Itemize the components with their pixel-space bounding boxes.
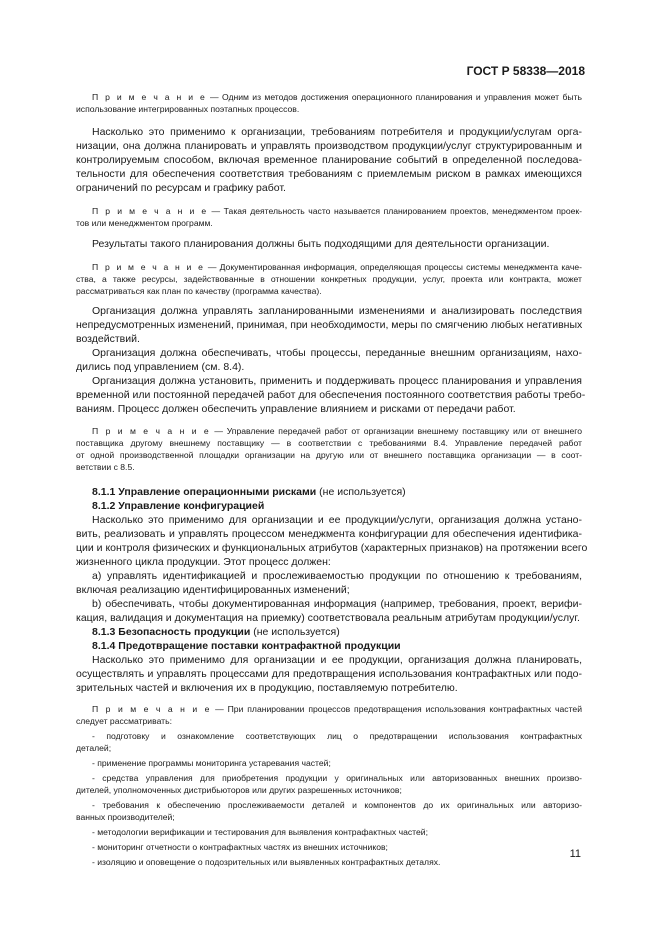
note-label: П р и м е ч а н и е: [92, 206, 209, 216]
note-line: поставщика другому внешнему поставщику — в соответствии с требованиями 8.4. Управление передачей работ: [76, 438, 582, 448]
text-line: низации, она должна планировать и управлять производством продукции/услуг структурированным и: [76, 140, 582, 152]
note-line: следует рассматривать:: [76, 716, 172, 726]
note-list-item: деталей;: [76, 743, 112, 753]
note-list-item: - применение программы мониторинга устаревания частей;: [92, 758, 331, 768]
note-list-item: - подготовку и ознакомление соответствующих лиц о предотвращении использования контрафактных: [92, 731, 582, 741]
note-line: П р и м е ч а н и е — Одним из методов достижения операционного планирования и управления может быть: [92, 92, 582, 102]
note-list-item: - изоляцию и оповещение о подозрительных или выявленных контрафактных деталях.: [92, 857, 441, 867]
text-line: Организация должна обеспечивать, чтобы процессы, переданные внешним организациям, нахо-: [92, 347, 582, 359]
text-line: осуществлять и управлять процессами для предотвращения использования контрафактных или подо-: [76, 668, 582, 680]
text-line: контролируемым способом, включая временное планирование событий в определенной последова-: [76, 154, 582, 166]
note-list-item: дителей, уполномоченных дистрибьюторов или других разрешенных источников;: [76, 785, 402, 795]
note-list-item: ванных производителей;: [76, 812, 175, 822]
list-item: a) управлять идентификацией и прослеживаемостью продукции по отношению к требованиям,: [92, 570, 582, 582]
text-line: ции и контроля физических и функциональных атрибутов (характерных признаков) на протяжении всего: [76, 542, 588, 554]
note-line: П р и м е ч а н и е — При планировании процессов предотвращения использования контрафактных частей: [92, 704, 582, 714]
note-line: рассматриваться как план по качеству (программа качества).: [76, 286, 322, 296]
text-line: Насколько это применимо для организации и ее продукции, организация должна планировать,: [92, 654, 582, 666]
text-line: зрительных частей и включения их в продукцию, поставляемую потребителю.: [76, 682, 458, 694]
note-line: от одной производственной площадки организации на другую или от внешнего поставщика организации — в соот-: [76, 450, 582, 460]
note-list-item: - требования к обеспечению прослеживаемости деталей и компонентов до их оригинальных или авторизо-: [92, 800, 582, 810]
note-line: ства, а также ресурсы, задействованные в отношении конкретных продукции, услуг, проекта или контракта, может: [76, 274, 582, 284]
standard-header: ГОСТ Р 58338—2018: [466, 64, 585, 78]
page-number: 11: [569, 848, 581, 860]
note-label: П р и м е ч а н и е: [92, 92, 207, 102]
note-line: П р и м е ч а н и е — Такая деятельность часто называется планированием проектов, менеджментом проек-: [92, 206, 582, 216]
list-item: кация, валидация и документация на приемку) соответствовала реальным атрибутам продукции/услуг.: [76, 612, 580, 624]
text-line: жизненного цикла продукции. Этот процесс должен:: [76, 556, 331, 568]
note-line: П р и м е ч а н и е — Документированная информация, определяющая процессы системы менеджмента каче-: [92, 262, 582, 272]
text-line: Организация должна установить, применить и поддерживать процесс планирования и управления: [92, 375, 582, 387]
section-heading: 8.1.2 Управление конфигурацией: [92, 500, 265, 512]
text-line: ограничений по ресурсам и графику работ.: [76, 182, 286, 194]
text-line: воздействий.: [76, 333, 140, 345]
section-heading: 8.1.1 Управление операционными рисками (не используется): [92, 486, 406, 498]
note-line: тов или менеджментом программ.: [76, 218, 213, 228]
text-line: Результаты такого планирования должны быть подходящими для деятельности организации.: [92, 238, 550, 250]
note-line: П р и м е ч а н и е — Управление передачей работ от организации внешнему поставщику или от внешнего: [92, 426, 582, 436]
note-list-item: - мониторинг отчетности о контрафактных частях из внешних источников;: [92, 842, 388, 852]
note-list-item: - средства управления для приобретения продукции у оригинальных или авторизованных внешних произво-: [92, 773, 582, 783]
note-line: ветствии с 8.5.: [76, 462, 135, 472]
text-line: вить, реализовать и управлять процессом менеджмента конфигурации для обеспечения идентифика-: [76, 528, 582, 540]
note-label: П р и м е ч а н и е: [92, 426, 211, 436]
section-heading: 8.1.3 Безопасность продукции (не используется): [92, 626, 340, 638]
text-line: временной или постоянной передачей работ для обеспечения постоянного соответствия работы требо-: [76, 389, 586, 401]
note-label: П р и м е ч а н и е: [92, 262, 205, 272]
text-line: непредусмотренных изменений, принимая, при необходимости, меры по смягчению любых негативных: [76, 319, 583, 331]
text-line: Насколько это применимо к организации, требованиям потребителя и продукции/услугам орга-: [92, 126, 582, 138]
text-line: ваниям. Процесс должен обеспечить управление влиянием и рисками от передачи работ.: [76, 403, 516, 415]
list-item: b) обеспечивать, чтобы документированная информация (например, требования, проект, верифи-: [92, 598, 582, 610]
note-label: П р и м е ч а н и е: [92, 704, 212, 714]
note-list-item: - методологии верификации и тестирования для выявления контрафактных частей;: [92, 827, 428, 837]
section-heading: 8.1.4 Предотвращение поставки контрафактной продукции: [92, 640, 401, 652]
text-line: дились под управлением (см. 8.4).: [76, 361, 245, 373]
text-line: тельности для обеспечения соответствия требованиям с приемлемым риском в рамках имеющихся: [76, 168, 582, 180]
text-line: Насколько это применимо для организации и ее продукции/услуги, организация должна устано-: [92, 514, 582, 526]
text-line: Организация должна управлять запланированными изменениями и анализировать последствия: [92, 305, 582, 317]
list-item: включая реализацию идентифицированных изменений;: [76, 584, 350, 596]
note-line: использование интегрированных поэтапных процессов.: [76, 104, 300, 114]
